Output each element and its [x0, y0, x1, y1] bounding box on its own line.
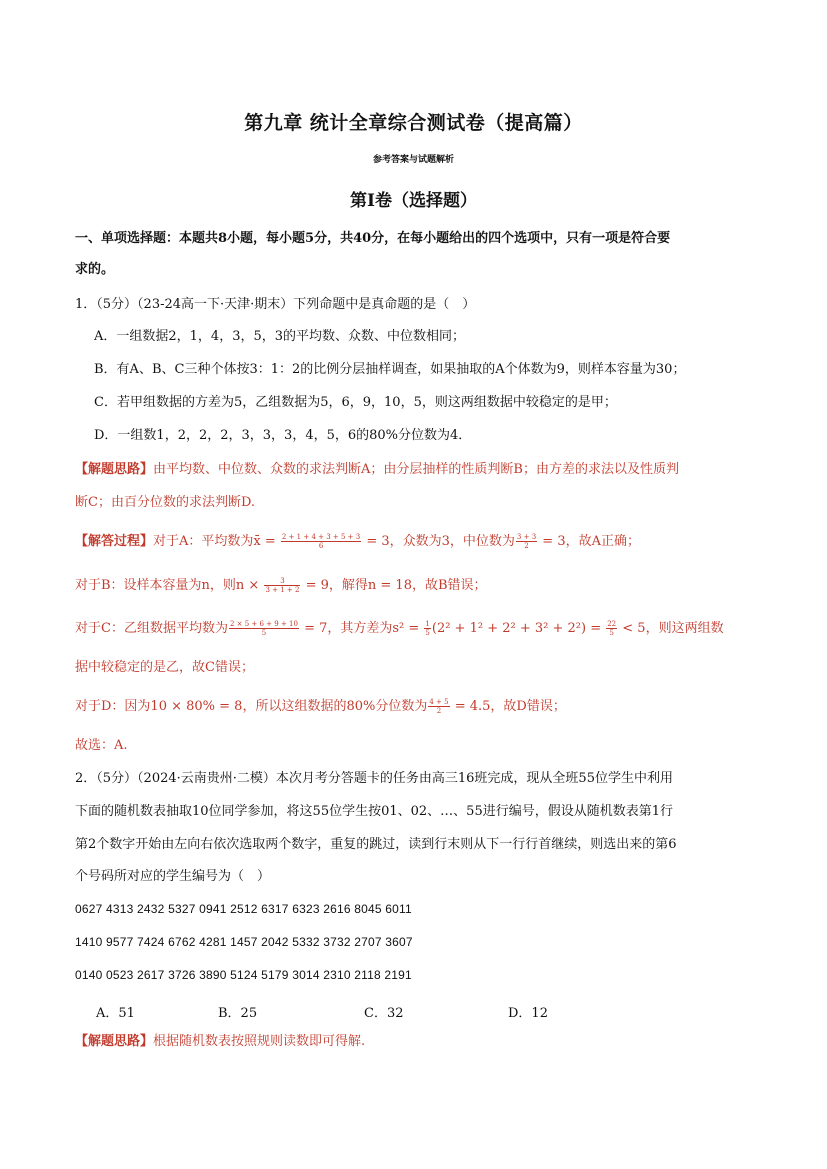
q1-solution-a: [75, 533, 765, 551]
q1-d-post: = 4.5，故D错误；: [450, 699, 566, 714]
q1-a-denominator: 6: [318, 542, 324, 550]
q1-solution-d: [75, 698, 765, 716]
q1-a-post: = 3，故A正确；: [538, 534, 640, 549]
q2-random-row3: 0140 0523 2617 3726 3890 5124 5179 3014 2310 2118 2191: [75, 968, 412, 982]
q1-a-pre: 对于A：平均数为x̄ =: [153, 534, 280, 549]
q1-solution-b: [75, 577, 765, 595]
q1-option-d: D．一组数1，2，2，2，3，3，3，4，5，6的80%分位数为4．: [94, 428, 472, 443]
q1-a-denominator2: 2: [524, 542, 529, 550]
q1-proc-tag: 【解答过程】: [75, 534, 154, 549]
volume-heading: 第Ⅰ卷（选择题）: [350, 191, 477, 211]
q1-c-sum: (2² + 1² + 2² + 3² + 2²) =: [431, 621, 606, 636]
q2-idea-text: 根据随机数表按照规则读数即可得解.: [153, 1034, 366, 1049]
q1-b-denominator: 3 + 1 + 2: [265, 586, 300, 594]
q1-a-numerator2: 3 + 3: [516, 533, 537, 541]
q1-a-fraction2: [516, 533, 537, 550]
q1-solution-c: [75, 620, 765, 638]
q1-d-fraction: [428, 698, 449, 715]
q1-c-pre: 对于C：乙组数据平均数为: [75, 621, 228, 636]
q1-c-fraction3: [606, 620, 617, 637]
q1-c-fraction: [229, 620, 299, 637]
q1-d-pre: 对于D：因为10 × 80% = 8，所以这组数据的80%分位数为: [75, 699, 428, 714]
q1-idea-text1: 由平均数、中位数、众数的求法判断A；由分层抽样的性质判断B；由方差的求法以及性质判: [153, 462, 679, 477]
q1-solution-c-line2: 据中较稳定的是乙，故C错误；: [75, 660, 254, 675]
q2-stem-line2: 下面的随机数表抽取10位同学参加，将这55位学生按01、02、…、55进行编号，假设从随机数表第1行: [75, 804, 673, 819]
q1-c-numerator: 2 × 5 + 6 + 9 + 10: [229, 620, 298, 628]
page-title: 第九章 统计全章综合测试卷（提高篇）: [244, 112, 583, 134]
q1-idea-line1: [75, 461, 765, 479]
section-heading-line1: 一、单项选择题：本题共8小题，每小题5分，共40分，在每小题给出的四个选项中，只有一项是符合要: [75, 231, 671, 246]
q1-c-denominator2: 5: [425, 629, 430, 637]
q1-c-denominator3: 5: [609, 629, 614, 637]
q1-a-numerator: 2 + 1 + 4 + 3 + 5 + 3: [281, 533, 361, 541]
q1-b-numerator: 3: [264, 577, 300, 586]
q1-d-denominator: 2: [436, 707, 442, 715]
q1-c-fraction2: [424, 620, 430, 637]
q2-stem-line3: 第2个数字开始由左向右依次选取两个数字，重复的跳过，读到行末则从下一行行首继续，则选出来的第6: [75, 837, 677, 852]
q1-answer: 故选：A.: [75, 738, 128, 753]
q1-c-post: < 5，则这两组数: [618, 621, 724, 636]
q1-a-mid: = 3，众数为3，中位数为: [362, 534, 515, 549]
q1-option-b: B．有A、B、C三种个体按3：1：2的比例分层抽样调查，如果抽取的A个体数为9，则样本容量为30；: [94, 362, 686, 377]
q2-idea-tag: 【解题思路】: [75, 1034, 154, 1049]
q2-stem-line4: 个号码所对应的学生编号为（ ）: [75, 869, 271, 884]
q2-option-c: C．32: [364, 1006, 404, 1021]
page-subtitle: 参考答案与试题解析: [372, 155, 454, 165]
q1-c-denominator: 5: [261, 629, 267, 637]
q1-a-fraction: [281, 533, 361, 550]
q2-random-row1: 0627 4313 2432 5327 0941 2512 6317 6323 2616 8045 6011: [75, 902, 412, 916]
q2-stem-line1: 2．（5分）（2024·云南贵州·二模）本次月考分答题卡的任务由高三16班完成，现从全班55位学生中利用: [75, 771, 673, 786]
q2-idea: [75, 1033, 765, 1051]
q1-b-pre: 对于B：设样本容量为n，则n ×: [75, 578, 264, 593]
q1-b-fraction: [264, 577, 300, 594]
q1-option-c: C．若甲组数据的方差为5，乙组数据为5，6，9，10，5，则这两组数据中较稳定的是甲；: [94, 395, 617, 410]
q2-option-b: B．25: [218, 1006, 258, 1021]
q1-idea-line2: 断C；由百分位数的求法判断D.: [75, 495, 256, 510]
q2-random-row2: 1410 9577 7424 6762 4281 1457 2042 5332 3732 2707 3607: [75, 935, 413, 949]
q2-option-a: A．51: [96, 1006, 135, 1021]
q2-option-d: D．12: [508, 1006, 548, 1021]
section-heading-line2: 求的。: [75, 262, 115, 277]
q1-c-numerator3: 22: [607, 620, 617, 628]
q1-c-mid: = 7，其方差为s² =: [299, 621, 424, 636]
q1-b-post: = 9，解得n = 18，故B错误；: [301, 578, 487, 593]
q1-stem: 1．（5分）（23-24高一下·天津·期末）下列命题中是真命题的是（ ）: [75, 297, 476, 312]
q1-idea-tag: 【解题思路】: [75, 462, 154, 477]
q1-c-numerator2: 1: [425, 620, 430, 628]
q1-d-numerator: 4 + 5: [429, 698, 449, 706]
q1-option-a: A．一组数据2，1，4，3，5，3的平均数、众数、中位数相同；: [94, 329, 466, 344]
